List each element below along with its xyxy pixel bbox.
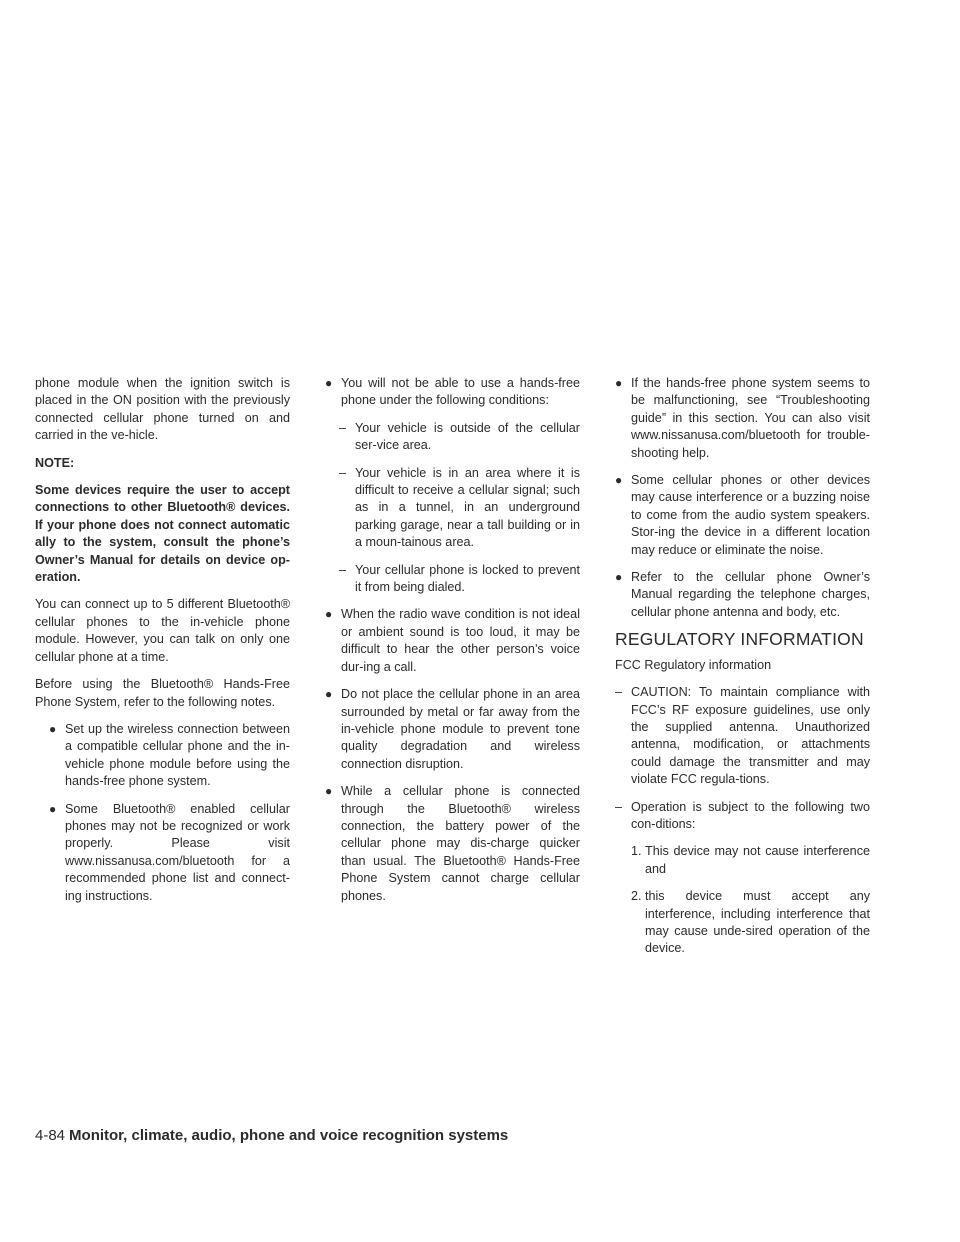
numbered-text: This device may not cause interference and xyxy=(645,844,870,876)
dash-item xyxy=(325,420,580,455)
dash-item xyxy=(325,465,580,552)
number-label: 1. xyxy=(631,844,642,859)
bullet-item xyxy=(49,721,290,791)
note-heading: NOTE: xyxy=(35,455,75,470)
dash-text: Operation is subject to the following two con-ditions: xyxy=(631,799,870,831)
bullet-icon: ● xyxy=(325,607,333,622)
bullet-icon: ● xyxy=(615,376,623,390)
dash-item xyxy=(325,562,580,597)
note-text: Some devices require the user to accept connections to other Bluetooth® devices. If your phone does not connect automatic ally to the system, consult the phone’s Owner’s Manual for details on device op-eration. xyxy=(35,483,290,585)
bullet-icon: ● xyxy=(615,473,623,488)
paragraph-continued: phone module when the ignition switch is placed in the ON position with the previously connected cellular phone turned on and carried in the ve-hicle. xyxy=(35,376,290,443)
section-heading: REGULATORY INFORMATION xyxy=(615,629,864,650)
numbered-item xyxy=(615,843,870,878)
dash-text: Your vehicle is outside of the cellular ser-vice area. xyxy=(355,420,580,453)
bullet-item xyxy=(615,472,870,559)
column-3 xyxy=(615,375,870,968)
bullet-text: If the hands-free phone system seems to be malfunctioning, see “Troubleshooting guide” in this section. You can also visit www.nissanusa.com/bluetooth for trouble-shooting help. xyxy=(631,376,870,460)
bullet-text: You will not be able to use a hands-free phone under the following conditions: xyxy=(341,376,580,408)
paragraph-connect: You can connect up to 5 different Bluetooth® cellular phones to the in-vehicle phone module. However, you can talk on only one cellular phone at a time. xyxy=(35,597,290,664)
bullet-item xyxy=(325,375,580,410)
dash-icon: – xyxy=(339,562,347,577)
chapter-title: Monitor, climate, audio, phone and voice recognition systems xyxy=(69,1127,509,1144)
dash-icon: – xyxy=(615,685,623,700)
dash-text: CAUTION: To maintain compliance with FCC’s RF exposure guidelines, use only the supplied antenna. Unauthorized antenna, modification, or attachments could damage the transmitter and may violate FCC regula-tions. xyxy=(631,685,870,787)
numbered-text: this device must accept any interference, including interference that may cause unde-sired operation of the device. xyxy=(645,889,870,956)
bullet-text: When the radio wave condition is not ideal or ambient sound is too loud, it may be difficult to hear the other person’s voice dur-ing a call. xyxy=(341,607,580,674)
dash-text: Your vehicle is in an area where it is difficult to receive a cellular signal; such as in a tunnel, in an underground parking garage, near a tall building or in a moun-tainous area. xyxy=(355,465,580,550)
bullet-text: While a cellular phone is connected through the Bluetooth® wireless connection, the battery power of the cellular phone may dis-charge quicker than usual. The Bluetooth® Hands-Free Phone System cannot charge cellular phones. xyxy=(341,784,580,903)
dash-icon: – xyxy=(339,465,347,480)
bullet-icon: ● xyxy=(325,784,333,799)
bullet-item xyxy=(615,375,870,462)
bullet-item xyxy=(325,606,580,676)
dash-icon: – xyxy=(339,420,347,435)
fcc-subheading: FCC Regulatory information xyxy=(615,657,772,672)
paragraph-before-using: Before using the Bluetooth® Hands-Free Phone System, refer to the following notes. xyxy=(35,677,290,709)
bullet-icon: ● xyxy=(325,687,333,702)
dash-item xyxy=(615,684,870,788)
bullet-text: Some Bluetooth® enabled cellular phones may not be recognized or work properly. Please visit www.nissanusa.com/bluetooth for a recommended phone list and connect-ing instructions. xyxy=(65,801,290,903)
bullet-text: Do not place the cellular phone in an area surrounded by metal or far away from the in-vehicle phone module to prevent tone quality degradation and wireless connection disruption. xyxy=(341,687,580,771)
bullet-icon: ● xyxy=(615,570,623,585)
bullet-text: Set up the wireless connection between a compatible cellular phone and the in-vehicle phone module before using the hands-free phone system. xyxy=(65,721,290,789)
page-number: 4-84 xyxy=(35,1127,66,1144)
page-footer xyxy=(35,1127,508,1145)
numbered-item xyxy=(615,888,870,958)
bullet-icon: ● xyxy=(325,376,333,390)
bullet-item xyxy=(615,569,870,621)
dash-text: Your cellular phone is locked to prevent it from being dialed. xyxy=(355,562,580,595)
bullet-item xyxy=(49,801,290,905)
bullet-icon: ● xyxy=(49,721,57,736)
dash-item xyxy=(615,799,870,834)
column-1 xyxy=(35,375,290,915)
bullet-item xyxy=(325,686,580,773)
bullet-item xyxy=(325,783,580,905)
bullet-text: Refer to the cellular phone Owner’s Manual regarding the telephone charges, cellular phone antenna and body, etc. xyxy=(631,570,870,619)
number-label: 2. xyxy=(631,889,642,904)
column-2 xyxy=(325,375,580,915)
dash-icon: – xyxy=(615,799,623,814)
bullet-icon: ● xyxy=(49,801,57,816)
bullet-text: Some cellular phones or other devices may cause interference or a buzzing noise to come from the audio system speakers. Stor-ing the device in a different location may reduce or eliminate the noise. xyxy=(631,473,870,557)
